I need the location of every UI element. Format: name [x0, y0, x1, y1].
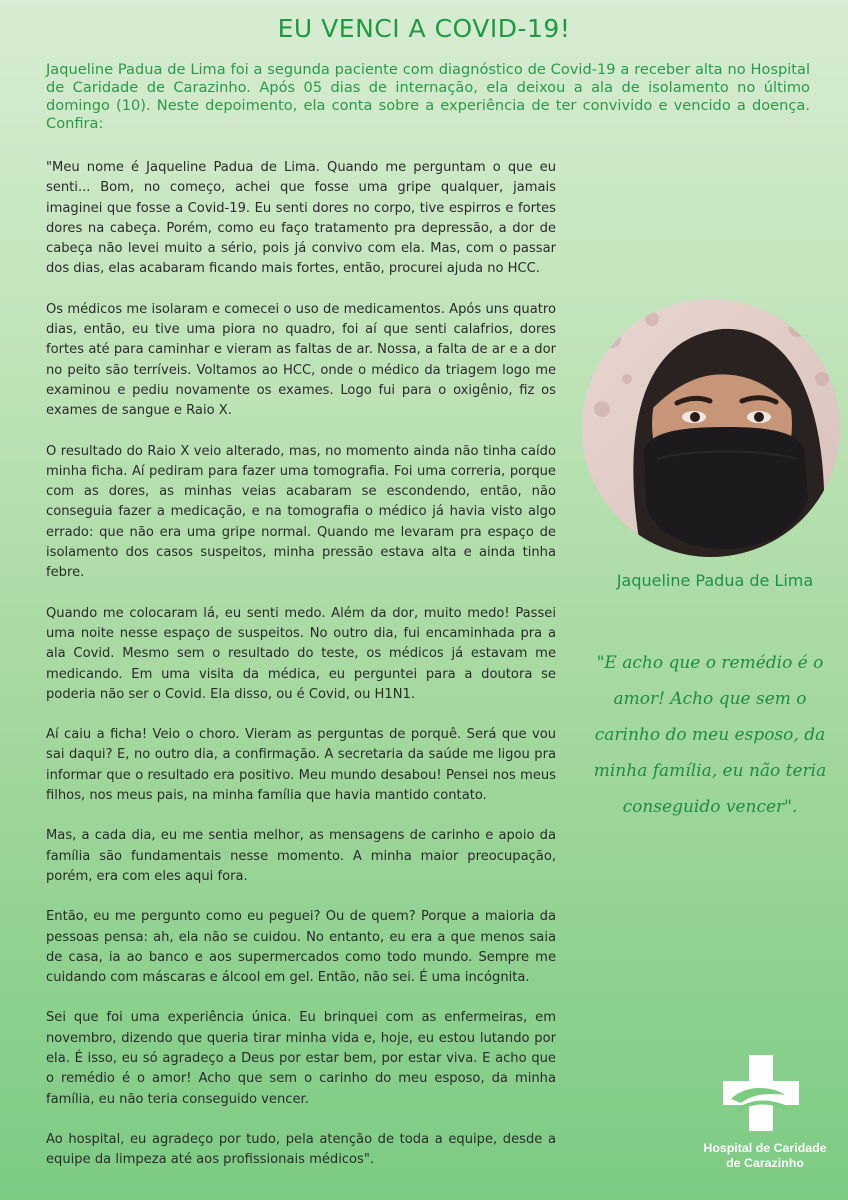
testimony-paragraph: Quando me colocaram lá, eu senti medo. Além da dor, muito medo! Passei uma noite nesse espaço de suspeitos. No outro dia, fui encaminhada pra a ala Covid. Mesmo sem o resultado do teste, os médicos já estavam me medicando. Em uma visita da médica, eu perguntei para a doutora se poderia não ser o Covid. Ela disso, ou é Covid, ou H1N1.	[46, 605, 556, 702]
testimony-paragraph: "Meu nome é Jaqueline Padua de Lima. Quando me perguntam o que eu senti... Bom, no começo, achei que fosse uma gripe qualquer, jamais imaginei que fosse a Covid-19. Eu senti dores no corpo, tive espirros e fortes dores na cabeça. Porém, como eu faço tratamento pra depressão, a dor de cabeça não levei muito a sério, pois já convivo com ela. Mas, com o passar dos dias, elas acabaram ficando mais fortes, então, procurei ajuda no HCC.	[46, 160, 556, 277]
pull-quote: "E acho que o remédio é o amor! Acho que sem o carinho do meu esposo, da minha família, eu não teria conseguido vencer".	[593, 653, 827, 817]
testimony-paragraph: Sei que foi uma experiência única. Eu brinquei com as enfermeiras, em novembro, dizendo que queria tirar minha vida e, hoje, eu estou lutando por ela. É isso, eu só agradeço a Deus por estar bem, por estar viva. E acho que o remédio é o amor! Acho que sem o carinho do meu esposo, da minha família, eu não teria conseguido vencer.	[46, 1010, 556, 1107]
testimony-body	[46, 158, 556, 1190]
testimony-paragraph: O resultado do Raio X veio alterado, mas, no momento ainda não tinha caído minha ficha. Aí pediram para fazer uma tomografia. Foi uma correria, porque com as dores, as minhas veias acabaram se escondendo, então, não conseguia fazer a medicação, e na tomografia o médico já havia visto algo errado: que não era uma gripe normal. Quando me levaram pra espaço de isolamento dos casos suspeitos, minha pressão estava alta e ainda tinha febre.	[46, 443, 556, 581]
testimony-paragraph: Então, eu me pergunto como eu peguei? Ou de quem? Porque a maioria da pessoas pensa: ah, ela não se cuidou. No entanto, eu era a que menos saia de casa, ia ao banco e aos supermercados como todo mundo. Sempre me cuidando com máscaras e álcool em gel. Então, não sei. É uma incógnita.	[46, 909, 556, 986]
photo-caption: Jaqueline Padua de Lima	[616, 571, 814, 590]
hospital-cross-icon	[723, 1055, 799, 1131]
testimony-paragraph: Ao hospital, eu agradeço por tudo, pela atenção de toda a equipe, desde a equipe da limpeza até aos profissionais médicos".	[46, 1131, 556, 1168]
testimony-paragraph: Aí caiu a ficha! Veio o choro. Vieram as perguntas de porquê. Será que vou sai daqui? E, no outro dia, a confirmação. A secretaria da saúde me ligou pra informar que o resultado era positivo. Meu mundo desabou! Pensei nos meus filhos, nos meus pais, na minha família que havia mantido contato.	[46, 727, 556, 804]
page-title: EU VENCI A COVID-19!	[277, 14, 571, 43]
hospital-logo	[690, 1055, 840, 1175]
patient-photo	[582, 299, 840, 557]
intro-paragraph: Jaqueline Padua de Lima foi a segunda paciente com diagnóstico de Covid-19 a receber alta no Hospital de Caridade de Carazinho. Após 05 dias de internação, ela deixou a ala de isolamento no último domingo (10). Neste depoimento, ela conta sobre a experiência de ter convivido e vencido a doença. Confira:	[46, 61, 810, 132]
testimony-paragraph: Os médicos me isolaram e comecei o uso de medicamentos. Após uns quatro dias, então, eu tive uma piora no quadro, foi aí que senti calafrios, dores fortes até para caminhar e vieram as faltas de ar. Nossa, a falta de ar e a dor no peito são terríveis. Voltamos ao HCC, onde o médico da triagem logo me examinou e pediu novamente os exames. Logo fui para o oxigênio, fiz os exames de sangue e Raio X.	[46, 301, 556, 419]
hospital-name-line2: de Carazinho	[726, 1156, 804, 1170]
hospital-name	[690, 1141, 840, 1171]
patient-photo-illustration	[582, 299, 840, 557]
testimony-paragraph: Mas, a cada dia, eu me sentia melhor, as mensagens de carinho e apoio da família são fundamentais nesse momento. A minha maior preocupação, porém, era com eles aqui fora.	[46, 828, 556, 884]
hospital-name-line1: Hospital de Caridade	[703, 1141, 827, 1155]
